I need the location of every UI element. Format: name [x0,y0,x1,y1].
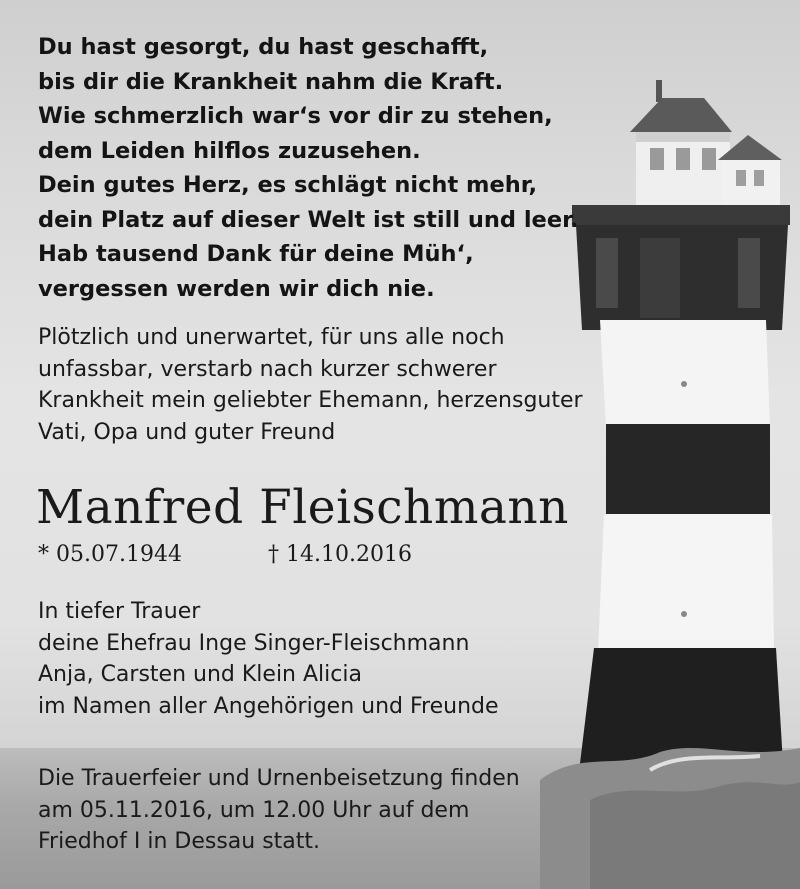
announcement-text [38,322,583,448]
mourners-list [38,596,499,722]
birth-date: * 05.07.1944 [38,542,182,567]
poem-line: bis dir die Krankheit nahm die Kraft. [38,68,504,95]
service-line: Die Trauerfeier und Urnenbeisetzung finden [38,766,520,791]
poem-line: Hab tausend Dank für deine Müh‘, [38,241,474,267]
poem-line: dein Platz auf dieser Welt ist still und leer. [38,206,579,233]
poem-line: vergessen werden wir dich nie. [38,275,435,302]
poem-line: Du hast gesorgt, du hast geschafft, [38,34,489,60]
mourners-line: In tiefer Trauer [38,599,201,624]
announcement-line: unfassbar, verstarb nach kurzer schwerer [38,356,497,382]
mourners-line: im Namen aller Angehörigen und Freunde [38,693,499,719]
poem-line: dem Leiden hilflos zuzusehen. [38,137,421,164]
poem [38,30,579,306]
poem-line: Dein gutes Herz, es schlägt nicht mehr, [38,172,538,198]
death-date: † 14.10.2016 [268,542,412,567]
announcement-line: Vati, Opa und guter Freund [38,419,336,445]
mourners-line: Anja, Carsten und Klein Alicia [38,662,362,687]
poem-line: Wie schmerzlich war‘s vor dir zu stehen, [38,103,553,129]
announcement-line: Plötzlich und unerwartet, für uns alle noch [38,325,505,350]
service-line: Friedhof I in Dessau statt. [38,829,321,854]
service-line: am 05.11.2016, um 12.00 Uhr auf dem [38,797,470,823]
mourners-line: deine Ehefrau Inge Singer-Fleischmann [38,630,470,656]
deceased-name: Manfred Fleischmann [36,480,569,535]
funeral-service-info [38,763,520,858]
announcement-line: Krankheit mein geliebter Ehemann, herzensguter [38,388,583,413]
